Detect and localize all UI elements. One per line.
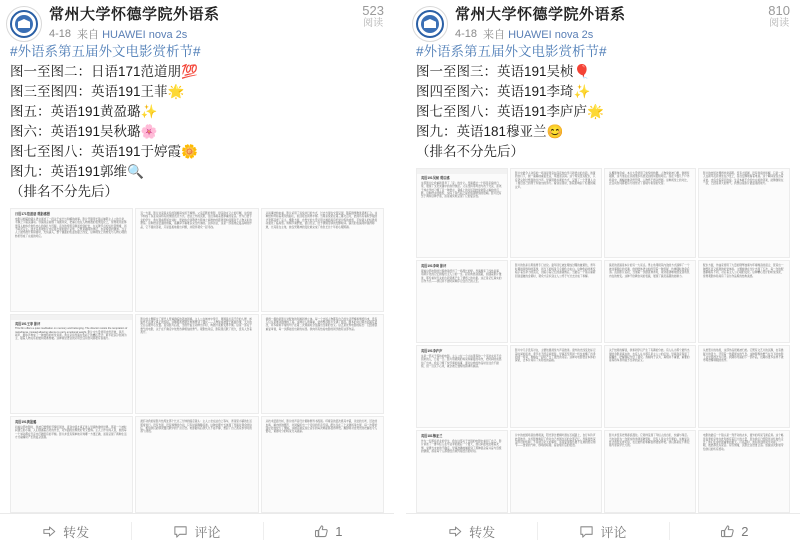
share-icon [448, 524, 463, 539]
post-header [406, 0, 800, 40]
thumb-body: This film offers a quiet meditation on memory and belonging. The director resists the temptation of melodrama, instead allowing silence to carry emotional weight. 影片中大量使用自然声效，风声、雨声、脚步声构成了一种独特的听觉景观。我注意到导演在色彩上的精心设计：前半段以冷色调为主，随着人物关系的缓和逐渐转暖。这种视觉语言的运用比任何台词都更有说服力。 [15, 327, 128, 341]
image-thumb-1[interactable] [10, 208, 133, 312]
weibo-post-right [406, 0, 800, 548]
post-header [0, 0, 394, 40]
comment-icon [579, 524, 594, 539]
header-text-block [455, 6, 626, 42]
header-text-block [49, 6, 220, 42]
image-thumb-13[interactable] [416, 430, 508, 513]
like-button[interactable] [263, 514, 394, 548]
post-line-1: 图一至图二：日语171范道朋💯 [10, 64, 198, 79]
thumb-body: 影片的结尾处理得非常高明。没有大团圆，没有彻底的和解，只是一家人在新年夜并排坐在沙发上，各自安静地看着电视。这个瞬间里包含着妥协，也包含着深沉的爱。生活本就不会给出完美的答案，能够继续在一起，已经是莫大的勇气。我想这是影片最温柔的地方。 [703, 172, 784, 186]
image-thumb-3[interactable] [261, 208, 384, 312]
image-thumb-14[interactable] [510, 430, 602, 513]
post-line-4: 图九：英语181穆亚兰😊 [416, 124, 564, 139]
image-thumb-8[interactable] [698, 260, 790, 343]
thumb-body: 最打动我的是影片结尾处那个长达三分钟的固定镜头：主人公坐在站台上等车，背景里小镇的生活照常进行。没有告别，没有煽情的台词，只有时间静静流逝。这种处理方式体现了导演对观众的信任，相信我们能够读懂沉默中的千言万语。电影散场后我久久不能平静，想起了自己离家求学时的那个清晨。 [140, 420, 252, 434]
image-thumb-6[interactable] [261, 314, 384, 415]
read-label: 阅读 [363, 18, 384, 30]
post-meta [455, 26, 626, 42]
image-thumb-4[interactable] [10, 314, 133, 415]
post-line-5: 图七至图八：英语191于婷霞🌼 [10, 144, 198, 159]
post-topic-tag[interactable]: #外语系第五届外文电影赏析节# [416, 44, 607, 59]
thumb-body: 观看这部电影的过程像是经历了一场漫长的梦。导演摒弃了线性叙事，用碎片化的记忆拼贴出主人公的一生。起初我感到困惑，但随着影片推进，那些看似无关的片段逐渐产生了情感上的共振。这正是记忆真实的运作方式——我们并不按时间顺序记住自己的人生。 [421, 270, 502, 284]
source-prefix: 来自 [77, 29, 100, 41]
post-line-6: 图九：英语191郭维🔍 [10, 164, 144, 179]
image-thumb-11[interactable] [604, 345, 696, 428]
image-grid-area [0, 206, 394, 513]
thumb-body: 电影以细腻的镜头语言讲述了一段关于成长与和解的故事。影片开篇用长镜头铺陈主人公的日常，平静之下暗流涌动。导演刻意削弱了戏剧冲突，把重心放在人物细微的表情变化上，使得观众能够更深入地体会角色内心的挣扎与迟疑。音乐的使用克制而恰到好处，在关键节点轻轻托起情绪，而不喧宾夺主。我尤其喜欢影片中反复出现的窗户意象，它既是隔阂的象征，也是希望的通道。当主人公最终推开那扇窗时，光线涌入，整个画面的色温也随之改变，这种视觉上的转变与人物心理的转折形成了完美的呼应。 [15, 217, 127, 238]
read-count: 810 [768, 3, 790, 18]
read-count: 523 [362, 3, 384, 18]
thumbs-up-icon [720, 524, 735, 539]
comment-icon [173, 524, 188, 539]
thumb-body: 影片的色彩运用值得专门讨论。童年回忆被处理成过曝的暖黄色，青年时期则是饱和的蓝绿，而当下的场景几乎褪色为灰白。这种色彩的渐变暗示着生命力的流失，也暗示着记忆的滤镜效应。当最后一个镜头重新回到温暖的金黄时，观众才意识到主人公终于与过去达成了和解。 [515, 264, 596, 278]
thumb-body: 从类型片的角度，这部作品很难被归类。它既有文艺片的沉静，也有悬疑片的张力，还带着一丝超现实的气息。这种跨界的勇气在当下的电影工业中显得尤为可贵。我期待导演的下一部作品，也期待更多这样不被市场逻辑驯服的创作。 [703, 349, 784, 363]
post-source [483, 26, 593, 42]
post-line-4: 图六：英语191吴秋璐🌸 [10, 124, 158, 139]
share-icon [42, 524, 57, 539]
post-content-text [0, 40, 394, 206]
thumb-body: 影片中最令人动容的一场戏是母亲在深夜独自学习新语言的片段。昏黄的台灯下，她一遍遍地重复发音，笨拙而认真。这个场景没有配乐，只有笔尖划过纸面的沙沙声。导演用最朴素的方式，呈现了一个普通人为了靠近自己的孩子所做出的努力。看到这里时，影院里响起了轻微的啜泣声。 [515, 172, 596, 189]
thumb-body: 关于结局的解读，我和同学们产生了有趣的分歧。有人认为那个最终出现的身影是真实的，也有人认为那只是主人公的幻觉。导演刻意保留了模糊性，把解释权交给了观众。我倾向于认为，真相并不重要，重要的是等待本身所赋予生命的意义。 [609, 349, 690, 363]
image-thumb-7[interactable] [604, 260, 696, 343]
thumb-body: 值得一提的是影片对配角的刻画同样立体。每一个出场人物都有自己的生活逻辑和情感诉求，没有人仅仅是推动剧情的工具。这种对人的尊重，使得整部影片充满了温度。剧本的对白简洁而富有层次，许多看似平常的句子在第二次观看时会显露出全新的含义。这正是优秀电影的标志：它经得起重复审视，每一次都能给出新的东西。我向所有热爱电影的同学推荐这部作品。 [265, 317, 378, 331]
image-thumb-10[interactable] [510, 345, 602, 428]
like-count: 1 [335, 523, 343, 539]
comment-button[interactable] [131, 514, 262, 548]
thumb-body: 另一方面，影片对家庭关系的刻画真实而不煽情。父亲沉默的背影、母亲欲言又止的叮嘱，这些细节构成了东亚家庭特有的情感表达方式。语言之外的沉默，往往承载着更厚重的爱意。作为日语专业的学生，我在观看原版台词时，更能体会到敬语与简体之间微妙的距离感如何服务于人物关系的塑造。这种语言层面的细腻，是翻译字幕难以完全传递的。总体而言，这是一部值得反复品味的作品，它不提供答案，只是温柔地提出问题，并陪伴观众一起寻找。 [140, 212, 252, 229]
image-thumb-6[interactable] [510, 260, 602, 343]
post-content-text [406, 40, 800, 166]
thumb-heading: 英语191黄盈璐 [15, 420, 37, 425]
post-footer [406, 513, 800, 548]
comment-label: 评论 [194, 524, 221, 540]
thumb-body: 片中的校园场景拍得极美，阳光穿过梧桐叶洒在石板路上，自行车铃声此起彼伏。这些影像唤起了我对自己校园生活的全部记忆。导演显然深谙怀旧的机制：不是展示宏大的事件，而是复现那些微不足道的感官细节——食堂的气味、球场的喧闹、宿舍熄灯后的低语。 [515, 434, 596, 448]
account-name[interactable]: 常州大学怀德学院外语系 [455, 6, 626, 23]
column-divider [398, 0, 402, 548]
post-line-1: 图一至图三：英语191吴桢🎈 [416, 64, 591, 79]
post-line-7: （排名不分先后） [10, 184, 118, 199]
post-line-3: 图七至图八：英语191李庐庐🌟 [416, 104, 604, 119]
thumb-body: 初看这部电影时，我被它缓慢的节奏所困扰，直到中段才真正进入导演构建的世界。那是一个被时间遗忘的小镇，人们遵循着古老的作息，对外面的世界既好奇又警惕。主人公作为闯入者，他的每一个举动都在无意中打破原有的平衡。影片并没有简单地评判哪一方更正确，而是呈现了两种生活方式碰撞时产生的复杂涟漪。 [15, 425, 127, 440]
post-meta [49, 26, 220, 42]
image-thumb-2[interactable] [510, 168, 602, 258]
post-footer [0, 513, 394, 548]
image-thumb-5[interactable] [135, 314, 258, 415]
image-thumb-9[interactable] [261, 416, 384, 513]
thumb-body: 电影的最后一个镜头是一列开动的火车，窗外的风景飞速后退。这个略显俗套的意象在此刻却有着巨大的力量，因为我们已经陪伴这些角色走过了他们生命中最重要的夏天。灯亮起时，我和身边的同学对视了一眼，彼此都没有说话。有些情绪，沉默比言语更合适。感谢这次影展带给我们的所有感动。 [703, 434, 784, 451]
image-thumb-1[interactable] [416, 168, 508, 258]
account-name[interactable]: 常州大学怀德学院外语系 [49, 6, 220, 23]
thumb-body: 从摄影角度看，本片大量使用了狭窄的构图，人物常常被门框、窗框所限制，这与他们在异国他乡所感受到的局促相呼应。而在少数几个户外场景中，画幅仿佛突然开阔，人物终于得以舒展。这种视觉上的对比，比任何台词都更有力地传达了困境与希望的交替。 [609, 172, 690, 186]
comment-button[interactable] [537, 514, 668, 548]
post-line-3: 图五：英语191黄盈璐✨ [10, 104, 158, 119]
thumb-heading: 英语191李庐庐 [421, 349, 443, 354]
image-thumb-9[interactable] [416, 345, 508, 428]
source-device-link[interactable]: HUAWEI nova 2s [508, 29, 594, 41]
thumb-body: 作为一名即将毕业的学生，我在这部关于告别的电影中看到了自己。影片讲述了一群年轻人在毕业季的最后一个夏天，他们笨拙地处理着友情、爱情与未来的不确定。导演准确地捕捉到了那种混杂着兴奋与恐慌的情绪，那是每个人都曾经历或终将经历的时刻。 [421, 439, 502, 454]
thumb-body: 这部影片让我重新思考了「家」的含义。导演通过一个移民家庭的日常，展现了文化夹缝中的身份焦虑。父亲坚持用母语与孩子交流，而孩子却在学校习惯了另一种语言，餐桌上的对话因此常常陷入尴尬的沉默。这种语言的断裂，实际上是代际之间价值观断裂的隐喻。影片没有急于调和这种矛盾，而是诚实地呈现了它的复杂性。 [421, 181, 502, 199]
post-date: 4-18 [49, 28, 72, 40]
university-logo-avatar[interactable] [412, 6, 448, 42]
university-logo-avatar[interactable] [6, 6, 42, 42]
thumb-heading: 英语191李琦 影评 [421, 264, 447, 269]
thumbs-up-icon [314, 524, 329, 539]
share-button[interactable] [0, 514, 131, 548]
image-thumb-7[interactable] [10, 416, 133, 513]
image-thumb-3[interactable] [604, 168, 696, 258]
source-device-link[interactable]: HUAWEI nova 2s [102, 29, 188, 41]
thumb-body: 配乐方面，作曲家使用了大量的钢琴独奏与环境噪音的混合，营造出一种既私密又疏离的听觉体验。主题旋律在全片出现了五次，每一次的配器都略有不同，对应着主人公心境的变化。这种精心设计的听觉线索，使得观影体验具有了音乐作品般的结构美感。 [703, 264, 784, 278]
post-line-2: 图三至图四：英语191王菲🌟 [10, 84, 185, 99]
read-count-block [768, 4, 790, 29]
image-thumb-5[interactable] [416, 260, 508, 343]
thumb-heading: 英语191吴桢 观后感 [421, 176, 450, 180]
comment-label: 评论 [600, 524, 627, 540]
share-button[interactable] [406, 514, 537, 548]
image-thumb-2[interactable] [135, 208, 258, 312]
image-thumb-16[interactable] [698, 430, 790, 513]
post-topic-tag[interactable]: #外语系第五届外文电影赏析节# [10, 44, 201, 59]
like-button[interactable] [669, 514, 800, 548]
image-grid [10, 208, 384, 513]
thumb-body: 从叙事结构来看，影片采用了双线并行的方式，过去与现在交替呈现，随着剧情推进逐渐汇合。这种结构考验着观众的耐心，但回报也同样丰厚。当两条线索在第三幕交汇时，此前所有看似零散的伏笔都获得了意义。摄影方面，自然光的大量运用让画面具有纪录片般的质感，手持镜头的轻微晃动强化了临场感。剪辑节奏舒缓，留白充足，给予情绪足够的发酵时间。演员的表演同样值得称道，尤其是女主角，她仅凭眼神的变化就完成了角色长达十年的心理跨越。 [265, 212, 378, 229]
post-line-5: （排名不分先后） [416, 144, 524, 159]
thumb-body: 影片中几乎没有对白，主要依靠视觉与声音推进。窗外的光线变化标记着时间的流逝，季节在不经意间更替。导演甚至用同一机位拍摄了四季的同一场景，剪辑在一起时产生了强烈的诗意。这种对电影语言本体的探索，让本片具有了实验性的品格。 [515, 349, 596, 363]
thumb-body: 影片并没有把青春浪漫化。它同样呈现了年轻人的自私、怯懦与残忍。当友谊因为一次现实的选择而破裂时，没有人是完全无辜的。这种复杂性让角色变得可信，也让最终的和解显得更加珍贵。我们都是在不断犯错与原谅中长大的。 [609, 434, 690, 448]
thumb-heading: 英语191王菲 影评 [15, 321, 41, 326]
post-source [77, 26, 187, 42]
image-thumb-12[interactable] [698, 345, 790, 428]
thumb-body: 从技术层面分析，影片的声音设计堪称教科书级别。环境音的层次极其丰富，远处的犬吠、近处的虫鸣、屋内的钟摆声，共同编织出一个可信的声音空间。配乐仅在三个关键场景出现，每一次都恰到好处地放大了情绪。这种克制反而让音乐的每次响起都显得珍贵。摄影师对自然光的把握也令人赞叹，黄昏时分的场景尤其美丽。 [265, 420, 378, 434]
image-grid [416, 168, 790, 513]
post-line-2: 图四至图六：英语191李琦✨ [416, 84, 591, 99]
thumb-body: 这是一部关于等待的电影。主人公在一个小站里等待一个可能永远不会到来的人，日复一日。影片用极简的场景和重复的动作，把时间的质感拍了出来。我们习惯了快节奏的叙事，面对这样的作品时往往会不耐烦，但一旦沉下心来，就会被它独特的韵律所捕获。 [421, 354, 502, 369]
thumb-body: 演员的表演是本片的另一大亮点。男主角用极其内敛的方式演绎了一个被往事困住的灵魂，他的肢体语言始终带着一种迟疑，仿佛随时准备后退。直到影片后段，当他第一次挺直脊背时，观众能清晰地感受到角色内在的转变。这种不依赖台词的表演，展现了演员高超的控制力。 [609, 264, 690, 278]
image-thumb-8[interactable] [135, 416, 258, 513]
thumb-body: 影片的主题探讨了现代人普遍面临的孤独困境。主人公在城市中穿行，周围是川流不息的人群，却始终无法建立真正的连接。这种疏离感通过构图得到了强化——人物常常被置于画面边缘，大片的空白占据中心位置。直到影片后段，当他开始主动伸出手时，构图才逐渐变得平衡。这是一部关于勇气的电影，关于在不确定中依然选择相信的勇气。观影结束后，影院里沉默了很久，没有人急着离开。 [140, 317, 252, 335]
source-prefix: 来自 [483, 29, 506, 41]
image-thumb-15[interactable] [604, 430, 696, 513]
read-count-block [362, 4, 384, 29]
image-thumb-4[interactable] [698, 168, 790, 258]
image-grid-area [406, 166, 800, 513]
like-count: 2 [741, 523, 749, 539]
thumb-heading: 英语181穆亚兰 [421, 434, 443, 439]
post-date: 4-18 [455, 28, 478, 40]
weibo-post-left [0, 0, 394, 548]
thumb-heading: 日语171范道朋 观影感想 [15, 212, 50, 216]
share-label: 转发 [63, 524, 90, 540]
read-label: 阅读 [769, 18, 790, 30]
share-label: 转发 [469, 524, 496, 540]
